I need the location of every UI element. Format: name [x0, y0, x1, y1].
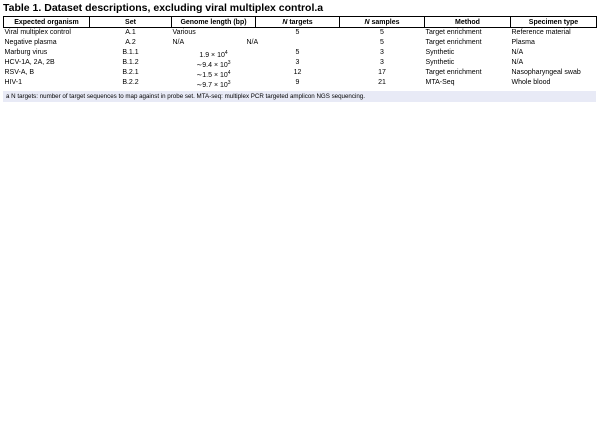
cell-set: B.1.1 — [122, 49, 139, 56]
cell-method: Target enrichment — [425, 69, 482, 76]
cell-set: A.2 — [125, 39, 136, 46]
cell-specimen-type: Reference material — [511, 29, 571, 36]
cell-n-targets: 3 — [295, 59, 300, 66]
cell-method: Target enrichment — [425, 39, 482, 46]
cell-genome-length: ∼9.7 × $10^3$ — [196, 80, 231, 89]
cell-specimen-type: Plasma — [511, 39, 535, 46]
header-n-samples: N samples — [340, 17, 425, 28]
cell-n-targets: 5 — [295, 29, 300, 36]
cell-specimen-type: Nasopharyngeal swab — [511, 69, 581, 76]
header-organism: Expected organism — [4, 17, 90, 28]
cell-n-targets: N/A — [246, 39, 259, 46]
table-row — [4, 78, 597, 88]
header-method: Method — [425, 17, 511, 28]
dataset-table — [3, 16, 597, 88]
cell-organism: Negative plasma — [4, 39, 57, 46]
cell-genome-length: ∼1.5 × $10^4$ — [196, 70, 231, 79]
cell-set: B.2.2 — [122, 79, 139, 86]
cell-n-samples: 21 — [378, 79, 386, 86]
cell-n-samples: 5 — [380, 39, 384, 46]
cell-specimen-type: Whole blood — [511, 79, 551, 86]
cell-set: B.1.2 — [122, 59, 139, 66]
table-title: Table 1. Dataset descriptions, excluding viral multiplex control.a — [3, 2, 324, 14]
cell-organism: HIV-1 — [4, 79, 23, 86]
cell-n-samples: 3 — [380, 49, 384, 56]
cell-genome-length: $1.9 \times 10^4$ — [199, 50, 228, 59]
cell-n-targets: 5 — [295, 49, 300, 56]
cell-n-samples: 17 — [378, 69, 386, 76]
cell-method: Synthetic — [425, 49, 455, 56]
cell-specimen-type: N/A — [511, 49, 524, 56]
table-row — [4, 58, 597, 68]
cell-genome-length: Various — [172, 29, 196, 36]
table-header-row — [4, 17, 597, 28]
cell-method: Target enrichment — [425, 29, 482, 36]
cell-specimen-type: N/A — [511, 59, 524, 66]
cell-genome-length: N/A — [172, 39, 185, 46]
table-row — [4, 48, 597, 58]
cell-set: A.1 — [125, 29, 136, 36]
table-row — [4, 68, 597, 78]
header-genome-length: Genome length (bp) — [172, 17, 256, 28]
header-specimen-type: Specimen type — [511, 17, 597, 28]
cell-organism: RSV-A, B — [4, 69, 35, 76]
table-row — [4, 38, 597, 48]
table-row — [4, 28, 597, 39]
cell-n-targets: 9 — [295, 79, 300, 86]
cell-n-samples: 5 — [380, 29, 384, 36]
header-set: Set — [90, 17, 172, 28]
cell-method: Synthetic — [425, 59, 455, 66]
cell-n-targets: 12 — [293, 69, 302, 76]
cell-organism: Viral multiplex control — [4, 29, 71, 36]
cell-method: MTA-Seq — [425, 79, 455, 86]
cell-organism: HCV-1A, 2A, 2B — [4, 59, 55, 66]
cell-set: B.2.1 — [122, 69, 139, 76]
cell-genome-length: ∼9.4 × $10^3$ — [196, 60, 231, 69]
cell-organism: Marburg virus — [4, 49, 48, 56]
header-n-targets: N targets — [256, 17, 340, 28]
table-footnote: a N targets: number of target sequences to map against in probe set. MTA-seq: multiplex PCR targeted amplicon NGS sequencing. — [3, 91, 596, 102]
cell-n-samples: 3 — [380, 59, 384, 66]
